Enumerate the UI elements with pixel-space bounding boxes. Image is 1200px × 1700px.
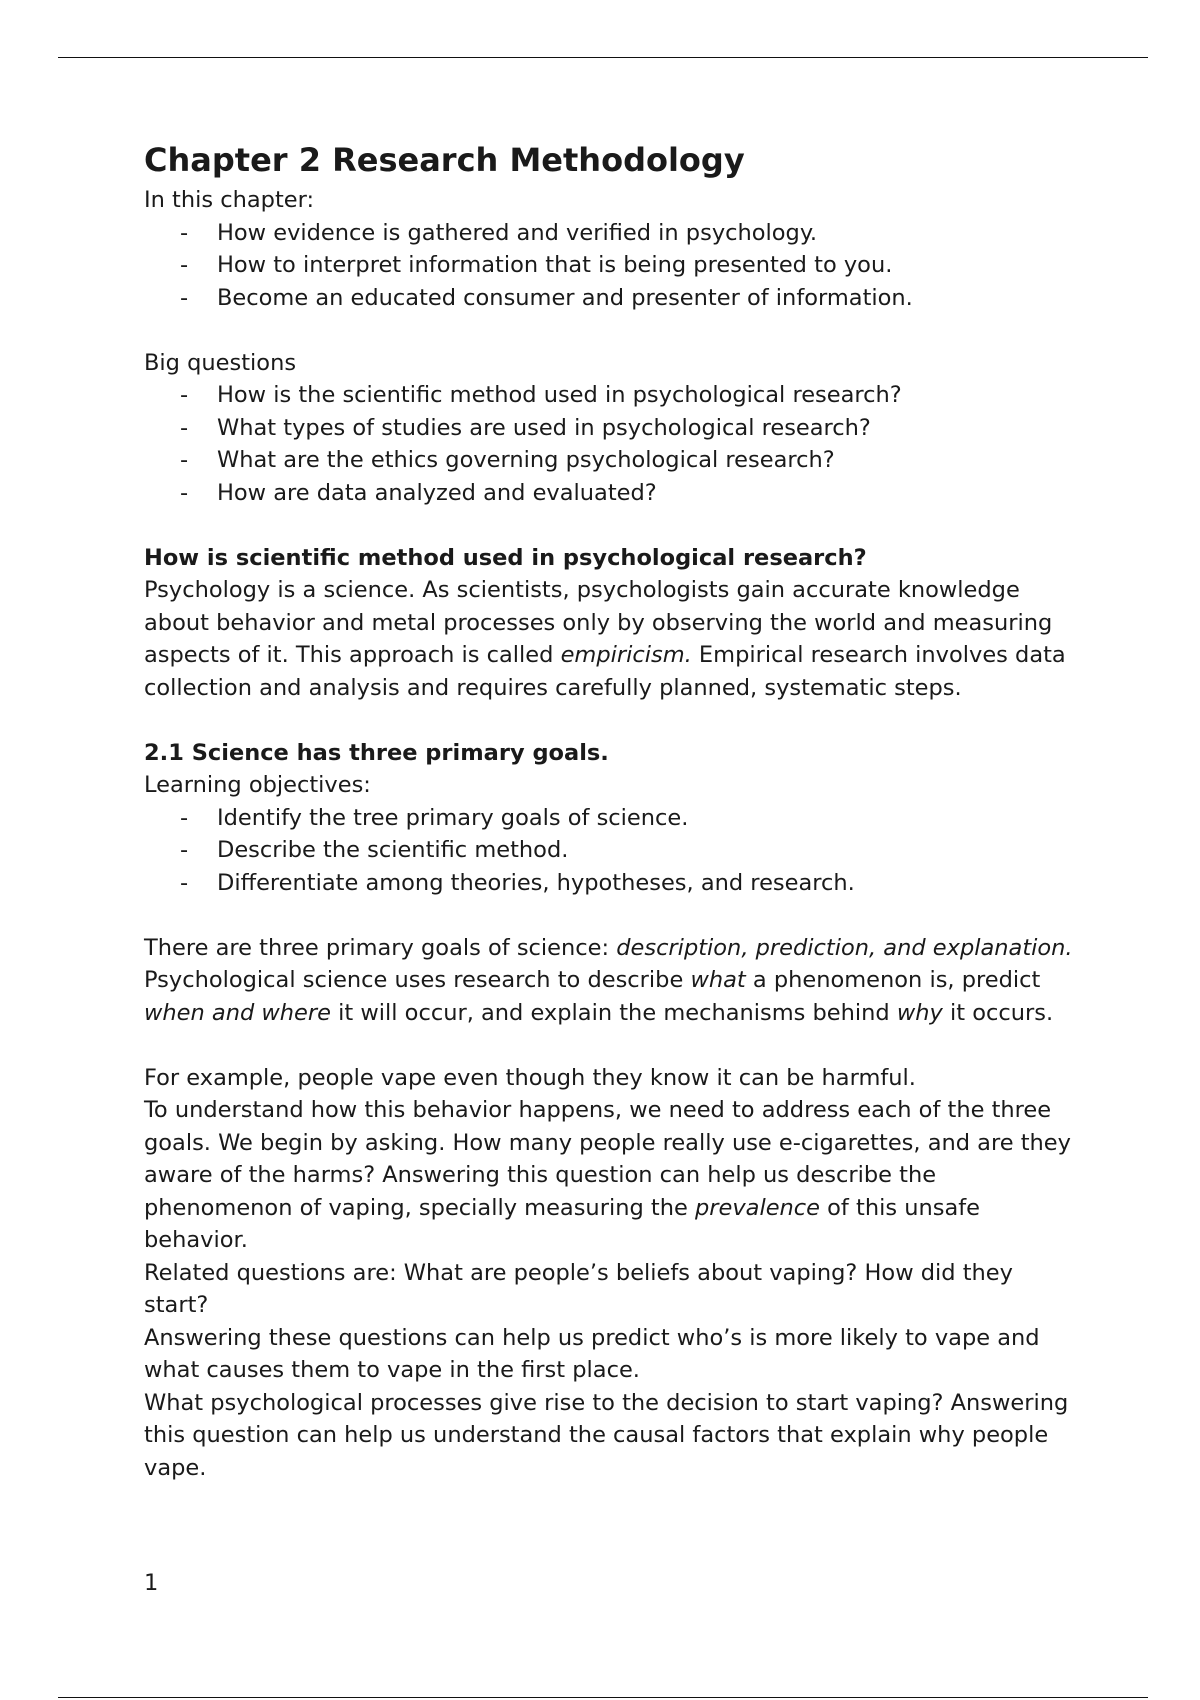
list-item: - How are data analyzed and evaluated?	[180, 479, 657, 506]
section-heading: 2.1 Science has three primary goals.	[144, 739, 609, 766]
list-item: - Describe the scientific method.	[180, 837, 569, 863]
list-item: - How evidence is gathered and verified in psychology.	[180, 219, 818, 246]
chapter-title: Chapter 2 Research Methodology	[144, 141, 745, 179]
paragraph-related: Related questions are: What are people’s beliefs about vaping? How did they start?	[144, 1259, 1013, 1318]
list-item: - Become an educated consumer and presenter of information.	[180, 284, 913, 311]
list-item: - How is the scientific method used in psychological research?	[180, 382, 902, 408]
footer-rule	[58, 1697, 1148, 1698]
list-item: - Identify the tree primary goals of science.	[180, 804, 689, 831]
paragraph-example: For example, people vape even though they know it can be harmful.	[144, 1064, 916, 1091]
list-item: - How to interpret information that is being presented to you.	[180, 252, 893, 278]
page-number: 1	[144, 1570, 159, 1596]
list-item: - What are the ethics governing psychological research?	[180, 447, 835, 473]
paragraph-process: What psychological processes give rise to the decision to start vaping? Answering this question can help us understand the causal factors that explain why people vape.	[144, 1389, 1069, 1481]
intro-list	[144, 217, 1084, 315]
paragraph-predict: Answering these questions can help us predict who’s is more likely to vape and what causes them to vape in the first place.	[144, 1324, 1040, 1383]
paragraph-example-detail: To understand how this behavior happens, we need to address each of the three goals. We begin by asking. How many people really use e-cigarettes, and are they aware of the harms? Answering this question can help us describe the phenomenon of vaping, specially measuring the prevalence of this unsafe behavior.	[144, 1097, 1071, 1253]
list-item: - Differentiate among theories, hypotheses, and research.	[180, 869, 855, 896]
big-questions-label: Big questions	[144, 349, 297, 376]
paragraph-goals: There are three primary goals of science: description, prediction, and explanation. Psychological science uses research to describe what a phenomenon is, predict when and where it will occur, and explain the mechanisms behind why it occurs.	[144, 934, 1073, 1026]
intro-label: In this chapter:	[144, 187, 315, 213]
section-heading: How is scientific method used in psychological research?	[144, 544, 867, 571]
header-rule	[58, 57, 1148, 58]
big-questions-list	[144, 379, 1084, 509]
list-item: - What types of studies are used in psychological research?	[180, 414, 871, 441]
paragraph-empiricism: Psychology is a science. As scientists, psychologists gain accurate knowledge about behavior and metal processes only by observing the world and measuring aspects of it. This approach is called empiricism. Empirical research involves data collection and analysis and requires carefully planned, systematic steps.	[144, 577, 1066, 701]
document-page	[144, 138, 1084, 1484]
objectives-list	[144, 802, 1084, 900]
objectives-label: Learning objectives:	[144, 772, 371, 798]
